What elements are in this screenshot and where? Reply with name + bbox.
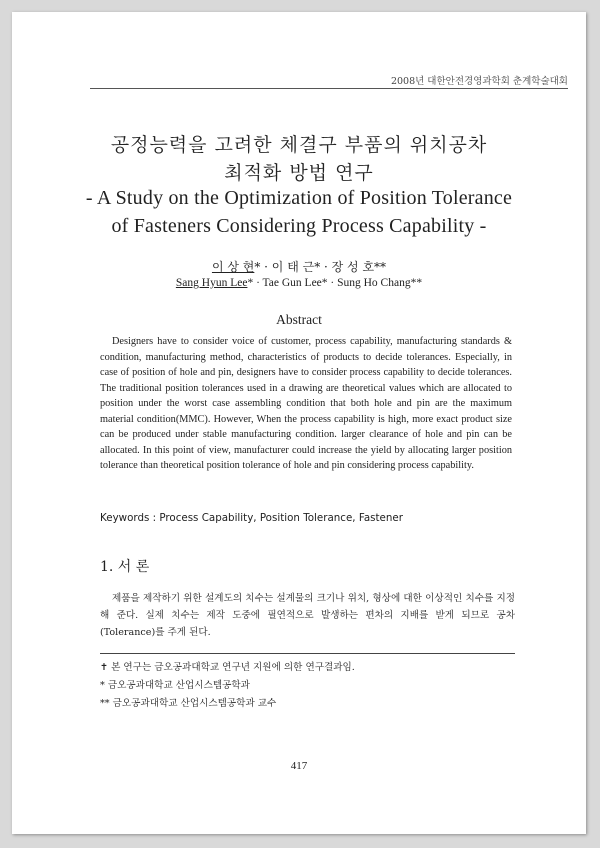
authors-english [12, 277, 586, 289]
title-korean-line1: 공정능력을 고려한 체결구 부품의 위치공차 [110, 134, 488, 156]
footnote-funding: ✝ 본 연구는 금오공과대학교 연구년 지원에 의한 연구결과임. [100, 662, 355, 673]
page-number: 417 [290, 760, 308, 772]
authors-korean [12, 258, 586, 275]
running-head: 2008년 대한안전경영과학회 춘계학술대회 [390, 76, 568, 87]
footnote-affiliation-1: * 금오공과대학교 산업시스템공학과 [100, 680, 250, 691]
footnote-rule [100, 653, 515, 654]
introduction-body: 제품을 제작하기 위한 설계도의 치수는 설계물의 크기나 위치, 형상에 대한 이상적인 치수를 지정해 준다. 실제 치수는 제작 도중에 필연적으로 발생하는 편차의 지배를 받게 되므로 공차(Tolerance)를 주게 된다. [100, 593, 515, 638]
first-author-english: Sang Hyun Lee [175, 277, 248, 289]
paper-page [12, 12, 586, 834]
first-author-korean: 이 상 현 [211, 260, 255, 274]
section-heading: 1. 서 론 [100, 559, 150, 575]
abstract-body: Designers have to consider voice of customer, process capability, manufacturing standards & condition, manufacturing method, characteristics of products to decide tolerances. Especially, in case of position of hole and pin, designers have to consider process capability to decide tolerances. The traditional position tolerances used in a drawing are theoretical values which are allocated to position under the worst case assembling condition that both hole and pin are the maximum material condition(MMC). However, When the process capability is high, more exact product size can be produced under stable manufacturing condition. larger clearance of hole and pin can be allocated. In this point of view, manufacturer could increase the yield by allocating larger position tolerance than theoretical position tolerance of hole and pin considering process capability. [100, 336, 512, 471]
footnote-affiliation-2: ** 금오공과대학교 산업시스템공학과 교수 [100, 698, 277, 709]
keywords: Keywords : Process Capability, Position Tolerance, Fastener [100, 512, 403, 524]
title-english-line2: of Fasteners Considering Process Capability - [111, 215, 487, 237]
other-authors-korean: * · 이 태 근* · 장 성 호** [254, 260, 387, 274]
header-rule [90, 88, 568, 89]
abstract-heading: Abstract [276, 312, 322, 327]
other-authors-english: * · Tae Gun Lee* · Sung Ho Chang** [247, 277, 423, 289]
title-korean-line2: 최적화 방법 연구 [224, 162, 374, 184]
title-english-line1: - A Study on the Optimization of Position Tolerance [85, 187, 513, 209]
